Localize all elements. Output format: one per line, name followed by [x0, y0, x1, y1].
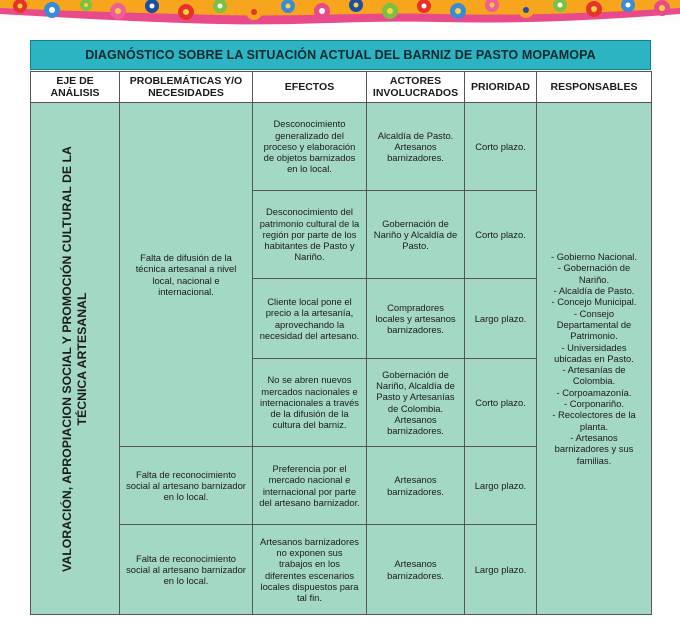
list-item: - Corponariño. — [564, 398, 624, 410]
header-effects: EFECTOS — [253, 72, 367, 103]
floral-pattern-icon — [0, 0, 680, 26]
effect-cell: Cliente local pone el precio a la artesanía, aprovechando la necesidad del artesano. — [253, 279, 367, 359]
effect-cell: Desconocimiento del patrimonio cultural de la región por parte de los habitantes de Pasto y Nariño. — [253, 191, 367, 279]
list-item: - Corpoamazonía. — [556, 386, 632, 398]
effect-cell: Preferencia por el mercado nacional e internacional por parte del artesano barnizador. — [253, 447, 367, 525]
header-axis: EJE DE ANÁLISIS — [31, 72, 120, 103]
list-item: - Artesanos barnizadores y sus familias. — [554, 431, 634, 466]
actors-cell: Artesanos barnizadores. — [367, 447, 465, 525]
priority-cell: Largo plazo. — [465, 279, 537, 359]
list-item: - Alcaldía de Pasto. — [553, 285, 635, 297]
actors-cell: Artesanos barnizadores. — [367, 525, 465, 615]
problem-cell: Falta de reconocimiento social al artesano barnizador en lo local. — [120, 525, 253, 615]
diagnostic-table — [30, 71, 652, 615]
priority-cell: Corto plazo. — [465, 359, 537, 447]
actors-cell: Gobernación de Nariño y Alcaldía de Pasto. — [367, 191, 465, 279]
problem-cell: Falta de reconocimiento social al artesano barnizador en lo local. — [120, 447, 253, 525]
header-row — [31, 72, 652, 103]
list-item: - Recolectores de la planta. — [552, 409, 636, 432]
list-item: - Gobernación de Nariño. — [557, 262, 631, 285]
axis-label: VALORACIÓN, APROPIACION SOCIAL Y PROMOCIÓN CULTURAL DE LA TÉCNICA ARTESANAL — [60, 145, 89, 572]
effect-cell: No se abren nuevos mercados nacionales e internacionales a través de la difusión de la cultura del barniz. — [253, 359, 367, 447]
actors-cell: Compradores locales y artesanos barnizadores. — [367, 279, 465, 359]
header-problems: PROBLEMÁTICAS Y/O NECESIDADES — [120, 72, 253, 103]
priority-cell: Largo plazo. — [465, 525, 537, 615]
list-item: - Gobierno Nacional. — [551, 251, 637, 263]
effect-cell: Artesanos barnizadores no exponen sus trabajos en los diferentes escenarios locales dispuestos para tal fin. — [253, 525, 367, 615]
table-title: DIAGNÓSTICO SOBRE LA SITUACIÓN ACTUAL DEL BARNIZ DE PASTO MOPAMOPA — [30, 40, 651, 70]
responsibles-list — [543, 251, 645, 466]
header-priority: PRIORIDAD — [465, 72, 537, 103]
list-item: - Concejo Municipal. — [551, 296, 637, 308]
header-responsible: RESPONSABLES — [537, 72, 652, 103]
priority-cell: Corto plazo. — [465, 103, 537, 191]
axis-cell — [31, 103, 120, 615]
list-item: - Artesanías de Colombia. — [562, 364, 626, 387]
actors-cell: Gobernación de Nariño, Alcaldía de Pasto y Artesanías de Colombia. Artesanos barnizadores. — [367, 359, 465, 447]
actors-cell: Alcaldía de Pasto. Artesanos barnizadores. — [367, 103, 465, 191]
priority-cell: Largo plazo. — [465, 447, 537, 525]
problem-cell: Falta de difusión de la técnica artesanal a nivel local, nacional e internacional. — [120, 103, 253, 447]
list-item: - Consejo Departamental de Patrimonio. — [556, 307, 632, 342]
effect-cell: Desconocimiento generalizado del proceso y elaboración de objetos barnizados en lo local. — [253, 103, 367, 191]
priority-cell: Corto plazo. — [465, 191, 537, 279]
responsibles-cell — [537, 103, 652, 615]
list-item: - Universidades ubicadas en Pasto. — [554, 341, 634, 364]
decorative-floral-banner — [0, 0, 680, 26]
header-actors: ACTORES INVOLUCRADOS — [367, 72, 465, 103]
table-row — [31, 103, 652, 191]
